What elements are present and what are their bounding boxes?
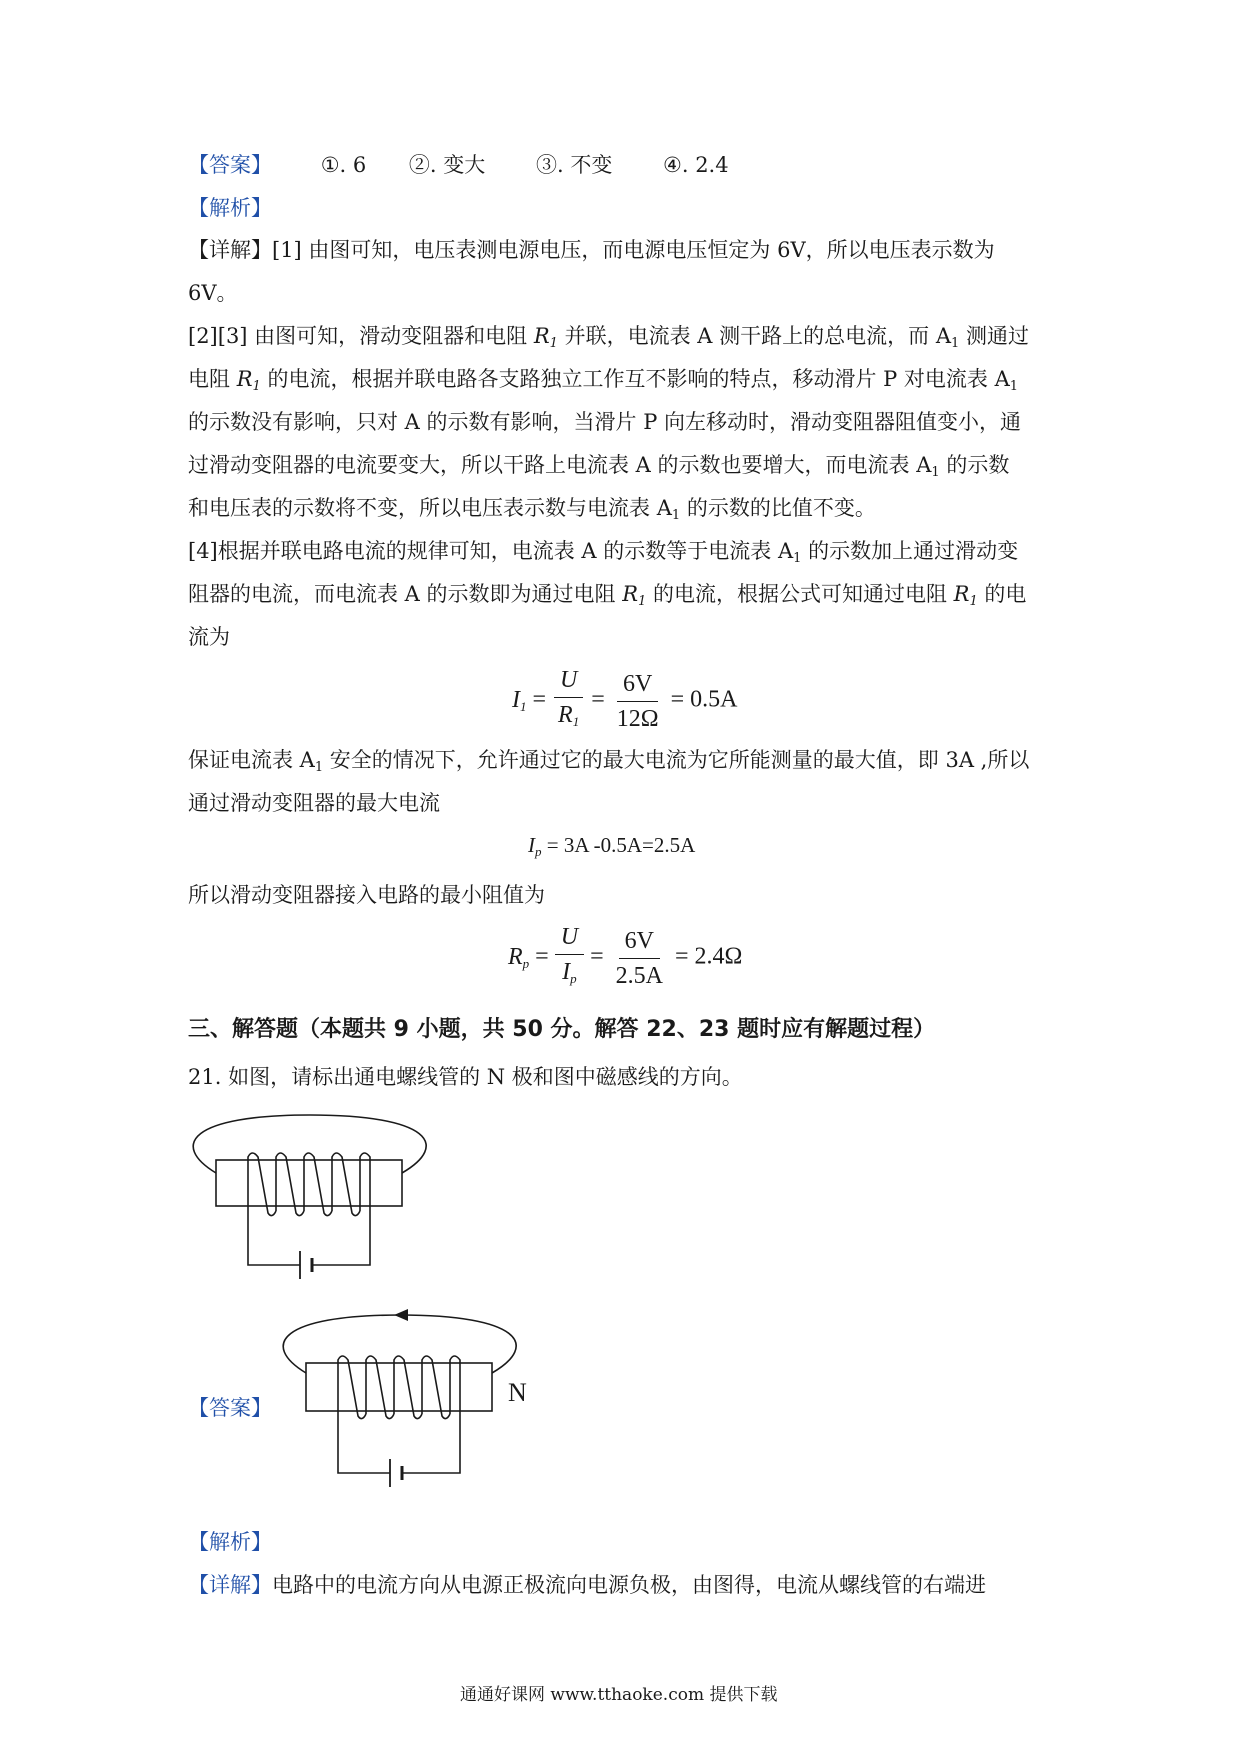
text-span: 的示数的比值不变。 [680,496,876,520]
figure-detail-tag: 【详解】 [188,1573,272,1597]
symbol-letter: A [935,324,951,348]
field-direction-arrow-icon [394,1309,408,1321]
equals-sign: = [532,686,547,713]
detail-p5: 所以滑动变阻器接入电路的最小阻值为 [188,883,545,907]
eq1-frac1-num: U [554,665,583,698]
symbol-subscript: 1 [638,594,647,609]
symbol-a1 [656,496,681,523]
text-span: 测通过 [959,324,1029,348]
figure-answer-tag: 【答案】 [188,1396,272,1420]
eq1-frac-1 [552,665,585,737]
detail-tag: 【详解】 [188,238,272,262]
symbol-a1 [777,539,802,566]
eq3-frac-1 [555,922,584,994]
symbol-a1 [994,367,1019,394]
detail-p3-line2 [188,579,1026,617]
eq2-lhs [528,833,542,857]
symbol-r1 [533,324,558,351]
eq1-frac2-den: 12Ω [616,705,659,732]
north-pole-label: N [508,1378,527,1407]
eq3-frac2-den: 2.5A [615,962,663,989]
detail-p2-line1 [188,321,1029,359]
detail-p3-line1 [188,536,1018,574]
symbol-subscript: 1 [969,594,978,609]
section-heading: 三、解答题（本题共 9 小题，共 50 分。解答 22、23 题时应有解题过程） [188,1017,936,1042]
text-span: 保证电流表 A [188,748,315,772]
field-line [193,1115,426,1173]
symbol-subscript: 1 [572,714,580,729]
answer-option-1: ①. 6 [320,153,367,177]
eq3-frac1-num: U [555,922,584,955]
symbol-a1 [916,453,940,480]
symbol-subscript: p [535,844,542,859]
detail-p2-line5 [188,493,876,531]
solenoid-figure-question [180,1105,440,1305]
symbol-subscript: 1 [1009,379,1019,394]
figure-analysis-tag: 【解析】 [188,1530,272,1554]
answer-option-4: ④. 2.4 [663,153,729,177]
symbol-r1 [622,582,647,609]
text-span: 的示数 [939,453,1010,477]
symbol-letter: I [528,833,535,857]
equals-sign: = [591,686,605,713]
figure-detail-line [188,1570,986,1600]
detail-p4-line2: 通过滑动变阻器的最大电流 [188,791,440,815]
text-span: [4]根据并联电路电流的规律可知，电流表 A 的示数等于电流表 [188,539,778,563]
eq1-frac-2 [611,669,665,734]
equation-3 [508,922,742,994]
symbol-letter: R [533,324,550,348]
solenoid-figure-answer [270,1305,550,1515]
text-span: 的电流，根据公式可知通过电阻 [646,582,954,606]
text-span: 的示数加上通过滑动变 [801,539,1019,563]
text-span: 的电 [977,582,1027,606]
solenoid-core [216,1160,402,1206]
symbol-r1 [236,367,261,394]
symbol-subscript: 1 [314,760,324,775]
equation-2 [528,833,695,860]
text-span: 安全的情况下，允许通过它的最大电流为它所能测量的最大值，即 3A ,所以 [323,748,1030,772]
symbol-letter: A [777,539,794,563]
text-span: [2][3] 由图可知，滑动变阻器和电阻 [188,324,534,348]
eq3-frac2-num: 6V [619,926,660,959]
circuit-wire [338,1411,460,1473]
symbol-subscript: 1 [671,508,681,523]
analysis-tag: 【解析】 [188,196,272,220]
eq3-result: = 2.4Ω [674,943,743,970]
symbol-subscript: p [570,971,577,986]
symbol-letter: A [656,496,672,520]
equals-sign: = [590,943,604,970]
symbol-letter: A [994,367,1010,391]
eq1-lhs [512,687,527,713]
field-line [283,1315,516,1373]
answer-line [188,150,729,180]
text-span: 电阻 [188,367,237,391]
detail-p2-line4 [188,450,1009,488]
symbol-subscript: 1 [252,379,261,394]
symbol-subscript: 1 [793,551,802,566]
detail-p1-line2: 6V。 [188,281,238,305]
eq3-lhs [508,944,529,970]
text-span: 过滑动变阻器的电流要变大，所以干路上电流表 A 的示数也要增大，而电流表 [188,453,917,477]
symbol-a1 [935,324,960,351]
symbol-letter: R [953,582,970,606]
detail-p3-line3: 流为 [188,625,230,649]
symbol-subscript: p [522,955,530,971]
figure-detail-text: 电路中的电流方向从电源正极流向电源负极，由图得，电流从螺线管的右端进 [272,1573,986,1597]
detail-p1-text: [1] 由图可知，电压表测电源电压，而电源电压恒定为 6V，所以电压表示数为 [272,238,995,262]
symbol-letter: I [562,959,571,985]
equals-sign: = [535,943,549,970]
text-span: 和电压表的示数将不变，所以电压表示数与电流表 [188,496,657,520]
symbol-r1 [953,582,978,609]
answer-option-3: ③. 不变 [535,153,613,177]
symbol-letter: I [512,686,520,713]
symbol-subscript: 1 [520,698,527,714]
symbol-letter: R [508,943,523,970]
answer-option-2: ②. 变大 [408,153,486,177]
circuit-wire [248,1206,370,1265]
detail-p4-line1 [188,745,1029,783]
detail-p2-line3: 的示数没有影响，只对 A 的示数有影响，当滑片 P 向左移动时，滑动变阻器阻值变小，通 [188,410,1021,434]
symbol-subscript: 1 [931,465,940,480]
page-footer: 通通好课网 www.tthaoke.com 提供下载 [460,1685,778,1705]
symbol-letter: R [622,582,639,606]
equation-1 [512,665,737,737]
detail-p2-line2 [188,364,1018,402]
eq2-rhs: = 3A -0.5A=2.5A [546,833,696,857]
coil-turns [338,1356,460,1419]
symbol-subscript: 1 [549,336,558,351]
symbol-letter: A [916,453,932,477]
eq1-frac1-den [552,698,585,737]
text-span: 并联，电流表 A 测干路上的总电流，而 [557,324,936,348]
symbol-letter: R [236,367,253,391]
answer-tag: 【答案】 [188,153,272,177]
symbol-subscript: 1 [950,336,960,351]
detail-p1-line1 [188,235,995,265]
text-span: 的电流，根据并联电路各支路独立工作互不影响的特点，移动滑片 P 对电流表 [260,367,995,391]
eq3-frac-2 [610,926,669,991]
text-span: 阻器的电流，而电流表 A 的示数即为通过电阻 [188,582,623,606]
symbol-letter: R [558,702,573,728]
eq1-result: = 0.5A [670,686,738,713]
eq3-frac1-den [556,955,583,994]
question-21: 21. 如图，请标出通电螺线管的 N 极和图中磁感线的方向。 [188,1065,743,1089]
eq1-frac2-num: 6V [617,669,658,702]
solenoid-core [306,1363,492,1411]
